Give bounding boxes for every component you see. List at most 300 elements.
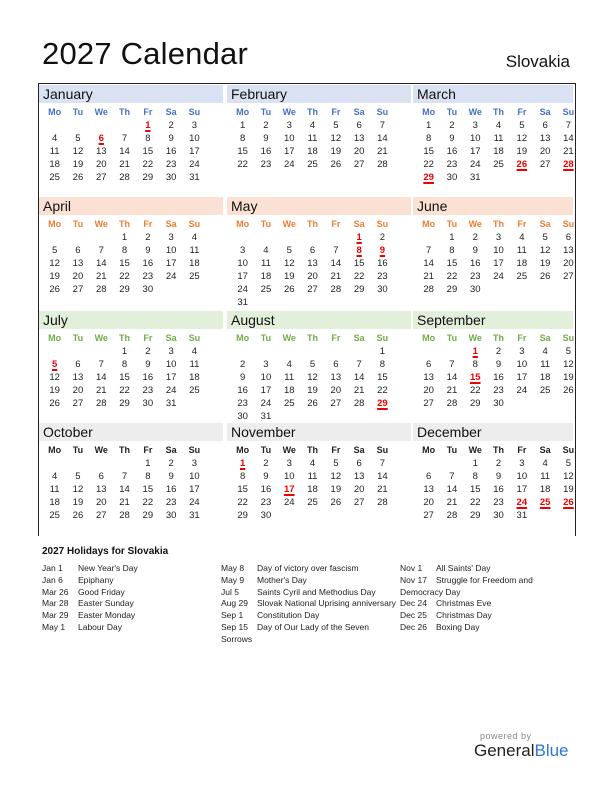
day-cell: 25 xyxy=(493,159,504,170)
day-cell: 19 xyxy=(539,258,551,269)
day-cell: 6 xyxy=(356,120,362,131)
day-cell: 13 xyxy=(353,133,365,144)
day-cell: 31 xyxy=(469,172,481,183)
day-cell: 4 xyxy=(309,458,316,469)
holiday-name: Day of victory over fascism xyxy=(257,563,359,573)
day-cell: 5 xyxy=(75,471,81,482)
day-cell: 16 xyxy=(142,372,154,383)
weekday-header xyxy=(413,331,573,345)
holiday-name: Slovak National Uprising anniversary xyxy=(257,598,396,609)
holiday-row xyxy=(221,575,397,587)
day-cell: 30 xyxy=(142,398,154,409)
holiday-date: Sep 1 xyxy=(221,610,244,621)
day-cell: 24 xyxy=(469,159,481,170)
weekday-label: Sa xyxy=(353,219,365,229)
weekday-label: Sa xyxy=(165,445,177,455)
holiday-row xyxy=(221,563,397,575)
weekday-label: Fr xyxy=(143,445,153,455)
day-cell: 14 xyxy=(119,484,130,495)
day-cell: 23 xyxy=(469,271,481,282)
weekday-header xyxy=(39,217,223,231)
day-cell: 26 xyxy=(330,159,342,170)
day-cell: 9 xyxy=(472,245,478,256)
day-cell: 31 xyxy=(516,510,528,521)
day-cell: 8 xyxy=(472,471,478,482)
day-cell: 28 xyxy=(119,510,130,521)
day-cell: 30 xyxy=(165,510,177,521)
day-cell: 21 xyxy=(446,385,458,396)
day-cell: 8 xyxy=(145,133,151,144)
day-cell: 8 xyxy=(145,471,151,482)
weekday-label: We xyxy=(94,445,108,455)
day-cell: 24 xyxy=(260,398,272,409)
weekday-label: Tu xyxy=(72,107,84,117)
month-title: October xyxy=(39,423,223,441)
day-cell: 20 xyxy=(353,146,365,157)
holiday-name: Labour Day xyxy=(78,621,122,632)
generalblue-logo[interactable] xyxy=(474,741,569,761)
day-cell: 1 xyxy=(426,120,432,131)
day-cell: 2 xyxy=(240,359,246,370)
day-cell: 4 xyxy=(542,458,548,469)
day-cell: 7 xyxy=(449,471,455,482)
day-cell: 29 xyxy=(119,284,130,295)
day-cell: 8 xyxy=(121,245,128,256)
holiday-day: 1 xyxy=(356,232,362,243)
day-cell: 12 xyxy=(563,471,574,482)
day-cell: 8 xyxy=(426,133,432,144)
holiday-date: Nov 1 xyxy=(400,563,423,573)
day-cell: 1 xyxy=(121,232,128,243)
holiday-day: 1 xyxy=(145,120,151,131)
month-title: June xyxy=(413,197,573,215)
empty-cell xyxy=(301,231,324,244)
day-cell: 11 xyxy=(49,484,60,495)
day-cell: 13 xyxy=(72,372,84,383)
empty-cell xyxy=(278,231,301,244)
day-cell: 17 xyxy=(165,258,177,269)
day-cell: 10 xyxy=(516,359,528,370)
day-cell: 15 xyxy=(237,484,248,495)
weekday-label: Mo xyxy=(48,333,62,343)
day-cell: 23 xyxy=(493,497,504,508)
day-cell: 10 xyxy=(516,471,528,482)
day-cell: 4 xyxy=(519,232,525,243)
day-cell: 18 xyxy=(49,159,60,170)
day-cell: 16 xyxy=(237,385,248,396)
day-cell: 9 xyxy=(168,133,174,144)
day-cell: 3 xyxy=(519,458,525,469)
day-cell: 27 xyxy=(72,398,84,409)
day-cell: 15 xyxy=(353,258,365,269)
holiday-row xyxy=(221,587,397,599)
day-cell: 24 xyxy=(237,284,248,295)
weekday-label: Su xyxy=(188,107,201,117)
day-cell: 21 xyxy=(95,271,107,282)
month-title: April xyxy=(39,197,223,215)
day-cell: 7 xyxy=(356,359,362,370)
day-grid xyxy=(227,231,411,309)
day-cell: 9 xyxy=(495,471,502,482)
day-cell: 23 xyxy=(260,497,272,508)
day-cell: 28 xyxy=(446,510,458,521)
day-cell: 30 xyxy=(493,510,504,521)
holiday-day: 29 xyxy=(423,172,434,183)
day-cell: 7 xyxy=(565,120,572,131)
day-cell: 30 xyxy=(237,411,248,422)
day-cell: 30 xyxy=(469,284,481,295)
empty-cell xyxy=(324,231,347,244)
day-cell: 30 xyxy=(142,284,154,295)
day-cell: 25 xyxy=(539,385,551,396)
day-cell: 24 xyxy=(165,271,177,282)
day-cell: 19 xyxy=(49,271,60,282)
day-cell: 29 xyxy=(237,510,248,521)
weekday-label: Mo xyxy=(422,219,436,229)
day-cell: 30 xyxy=(493,398,504,409)
weekday-label: Fr xyxy=(517,333,527,343)
month-april xyxy=(39,197,223,309)
day-cell: 10 xyxy=(189,133,200,144)
day-cell: 5 xyxy=(333,120,339,131)
day-cell: 12 xyxy=(539,245,551,256)
day-cell: 20 xyxy=(539,146,551,157)
day-cell: 27 xyxy=(539,159,551,170)
day-cell: 22 xyxy=(142,497,154,508)
day-cell: 18 xyxy=(49,497,60,508)
day-cell: 21 xyxy=(377,484,388,495)
day-cell: 31 xyxy=(237,297,248,308)
day-cell: 9 xyxy=(449,133,455,144)
day-cell: 9 xyxy=(263,471,269,482)
day-cell: 28 xyxy=(423,284,434,295)
day-cell: 13 xyxy=(563,245,574,256)
day-cell: 6 xyxy=(98,471,104,482)
day-cell: 7 xyxy=(121,133,128,144)
day-cell: 24 xyxy=(189,497,200,508)
month-december xyxy=(413,423,573,535)
holiday-row xyxy=(42,622,218,634)
day-cell: 20 xyxy=(353,484,365,495)
day-cell: 12 xyxy=(49,372,60,383)
day-cell: 25 xyxy=(49,172,60,183)
holidays-title: 2027 Holidays for Slovakia xyxy=(42,546,169,557)
day-cell: 28 xyxy=(377,497,388,508)
day-cell: 29 xyxy=(142,510,154,521)
day-cell: 21 xyxy=(353,385,365,396)
day-cell: 16 xyxy=(165,146,177,157)
weekday-label: We xyxy=(94,107,108,117)
day-cell: 26 xyxy=(307,398,318,409)
day-cell: 18 xyxy=(493,146,504,157)
day-cell: 29 xyxy=(142,172,154,183)
weekday-label: Sa xyxy=(353,107,365,117)
month-title: January xyxy=(39,85,223,103)
day-cell: 9 xyxy=(240,372,246,383)
weekday-label: Th xyxy=(307,333,319,343)
day-cell: 15 xyxy=(423,146,434,157)
holiday-date: May 1 xyxy=(42,621,66,632)
day-cell: 5 xyxy=(333,458,339,469)
day-grid xyxy=(39,119,223,184)
day-cell: 26 xyxy=(330,497,342,508)
weekday-label: Su xyxy=(562,333,575,343)
month-august xyxy=(227,311,411,423)
weekday-label: Su xyxy=(376,107,389,117)
holiday-row xyxy=(221,598,397,610)
day-cell: 8 xyxy=(121,359,128,370)
empty-cell xyxy=(66,119,89,132)
day-cell: 7 xyxy=(333,245,339,256)
day-cell: 10 xyxy=(260,372,272,383)
day-cell: 17 xyxy=(493,258,504,269)
day-cell: 13 xyxy=(72,258,84,269)
empty-cell xyxy=(254,231,277,244)
month-title: September xyxy=(413,311,573,329)
day-cell: 19 xyxy=(330,146,342,157)
weekday-label: Fr xyxy=(143,219,153,229)
weekday-label: Tu xyxy=(446,219,458,229)
holiday-column xyxy=(400,563,576,634)
day-cell: 28 xyxy=(95,284,107,295)
day-cell: 23 xyxy=(377,271,388,282)
day-cell: 16 xyxy=(142,258,154,269)
day-cell: 30 xyxy=(260,510,272,521)
weekday-label: Tu xyxy=(260,445,272,455)
holiday-name: Saints Cyril and Methodius Day xyxy=(257,586,376,597)
day-cell: 3 xyxy=(519,346,525,357)
day-cell: 11 xyxy=(49,146,60,157)
day-cell: 15 xyxy=(119,372,130,383)
holiday-day: 1 xyxy=(472,346,478,357)
holiday-date: Mar 28 xyxy=(42,598,69,609)
day-cell: 1 xyxy=(449,232,455,243)
weekday-label: Tu xyxy=(446,333,458,343)
day-cell: 23 xyxy=(165,497,177,508)
day-cell: 5 xyxy=(565,458,572,469)
day-cell: 7 xyxy=(426,245,432,256)
powered-by-label: powered by xyxy=(480,731,532,741)
day-cell: 26 xyxy=(72,172,84,183)
day-cell: 24 xyxy=(189,159,200,170)
day-cell: 2 xyxy=(495,346,502,357)
weekday-label: Tu xyxy=(72,445,84,455)
day-cell: 7 xyxy=(449,359,455,370)
day-cell: 24 xyxy=(165,385,177,396)
weekday-label: Su xyxy=(562,445,575,455)
day-cell: 10 xyxy=(469,133,481,144)
day-cell: 22 xyxy=(237,497,248,508)
empty-cell xyxy=(66,457,89,470)
day-cell: 18 xyxy=(283,385,295,396)
day-cell: 24 xyxy=(493,271,504,282)
day-cell: 12 xyxy=(307,372,318,383)
holiday-day: 6 xyxy=(98,133,104,144)
holiday-row xyxy=(42,587,218,599)
day-cell: 23 xyxy=(260,159,272,170)
day-cell: 17 xyxy=(237,271,248,282)
holiday-row xyxy=(400,598,576,610)
day-cell: 2 xyxy=(263,458,269,469)
weekday-label: Fr xyxy=(331,107,341,117)
weekday-label: Th xyxy=(119,219,131,229)
day-cell: 31 xyxy=(189,510,200,521)
day-cell: 29 xyxy=(353,284,365,295)
weekday-label: Tu xyxy=(72,219,84,229)
weekday-header xyxy=(227,331,411,345)
empty-cell xyxy=(43,345,66,358)
day-cell: 1 xyxy=(379,346,386,357)
holiday-day: 24 xyxy=(516,497,528,508)
day-cell: 27 xyxy=(353,159,365,170)
holiday-row xyxy=(42,598,218,610)
holiday-name: Boxing Day xyxy=(436,621,480,632)
day-cell: 13 xyxy=(353,471,365,482)
day-cell: 22 xyxy=(423,159,434,170)
weekday-label: Th xyxy=(119,107,131,117)
day-cell: 18 xyxy=(539,372,551,383)
day-cell: 21 xyxy=(423,271,434,282)
month-november xyxy=(227,423,411,535)
day-cell: 6 xyxy=(75,359,81,370)
day-cell: 2 xyxy=(145,232,151,243)
empty-cell xyxy=(90,119,113,132)
day-cell: 2 xyxy=(145,346,151,357)
weekday-label: Su xyxy=(562,107,575,117)
holiday-day: 5 xyxy=(52,359,58,370)
day-cell: 20 xyxy=(563,258,574,269)
day-cell: 27 xyxy=(423,398,434,409)
weekday-label: Th xyxy=(493,445,505,455)
weekday-label: Fr xyxy=(517,445,527,455)
weekday-label: Mo xyxy=(422,107,436,117)
day-cell: 28 xyxy=(353,398,365,409)
weekday-header xyxy=(413,443,573,457)
day-cell: 29 xyxy=(119,398,130,409)
holiday-name: Struggle for Freedom and Democracy Day xyxy=(400,574,533,597)
day-cell: 17 xyxy=(516,484,528,495)
holiday-row xyxy=(42,563,218,575)
day-cell: 16 xyxy=(377,258,388,269)
holiday-row xyxy=(221,610,397,622)
day-grid xyxy=(413,231,573,296)
day-cell: 19 xyxy=(72,159,84,170)
day-cell: 28 xyxy=(446,398,458,409)
weekday-header xyxy=(39,105,223,119)
day-cell: 4 xyxy=(191,346,198,357)
day-grid xyxy=(227,345,411,423)
holiday-name: New Year's Day xyxy=(78,563,138,573)
day-cell: 25 xyxy=(307,497,318,508)
day-cell: 20 xyxy=(423,497,434,508)
weekday-label: We xyxy=(282,445,296,455)
day-cell: 12 xyxy=(330,133,342,144)
day-cell: 17 xyxy=(165,372,177,383)
holiday-date: Sep 15 xyxy=(221,621,248,632)
day-cell: 3 xyxy=(495,232,502,243)
day-cell: 25 xyxy=(516,271,528,282)
day-cell: 7 xyxy=(121,471,128,482)
day-cell: 3 xyxy=(191,120,198,131)
day-cell: 15 xyxy=(142,484,154,495)
weekday-label: Fr xyxy=(331,333,341,343)
weekday-label: Fr xyxy=(331,219,341,229)
day-cell: 16 xyxy=(493,372,504,383)
month-june xyxy=(413,197,573,309)
empty-cell xyxy=(324,345,347,358)
weekday-label: Th xyxy=(493,333,505,343)
month-october xyxy=(39,423,223,535)
day-cell: 19 xyxy=(49,385,60,396)
day-cell: 20 xyxy=(330,385,342,396)
month-september xyxy=(413,311,573,423)
day-cell: 9 xyxy=(145,359,151,370)
day-cell: 30 xyxy=(446,172,458,183)
weekday-label: Su xyxy=(562,219,575,229)
day-grid xyxy=(39,345,223,410)
holiday-name: Epiphany xyxy=(78,574,114,585)
weekday-label: Th xyxy=(493,107,505,117)
day-cell: 4 xyxy=(309,120,316,131)
holiday-row xyxy=(400,610,576,622)
empty-cell xyxy=(417,345,440,358)
day-cell: 11 xyxy=(261,258,271,269)
day-cell: 11 xyxy=(189,245,200,256)
month-july xyxy=(39,311,223,423)
day-cell: 25 xyxy=(189,385,200,396)
weekday-label: We xyxy=(282,333,296,343)
weekday-label: Tu xyxy=(260,219,272,229)
day-cell: 29 xyxy=(469,398,481,409)
day-cell: 2 xyxy=(168,458,174,469)
holiday-name: Christmas Eve xyxy=(436,598,492,609)
holiday-name: Constitution Day xyxy=(257,610,320,621)
day-cell: 7 xyxy=(98,245,104,256)
month-january xyxy=(39,85,223,197)
day-cell: 27 xyxy=(307,284,318,295)
day-cell: 25 xyxy=(283,398,295,409)
day-cell: 4 xyxy=(191,232,198,243)
day-cell: 11 xyxy=(307,133,318,144)
day-cell: 30 xyxy=(377,284,388,295)
day-cell: 4 xyxy=(286,359,292,370)
day-cell: 11 xyxy=(540,471,551,482)
day-cell: 23 xyxy=(237,398,248,409)
day-cell: 15 xyxy=(446,258,458,269)
day-grid xyxy=(39,231,223,296)
empty-cell xyxy=(90,345,113,358)
holiday-name: Easter Monday xyxy=(78,610,136,621)
weekday-label: Th xyxy=(119,333,131,343)
weekday-label: Sa xyxy=(353,445,365,455)
day-cell: 2 xyxy=(263,120,269,131)
day-cell: 12 xyxy=(330,471,342,482)
day-cell: 14 xyxy=(446,484,458,495)
day-cell: 5 xyxy=(565,346,572,357)
weekday-label: We xyxy=(94,219,108,229)
day-cell: 21 xyxy=(119,159,130,170)
empty-cell xyxy=(254,345,277,358)
holiday-name: All Saints' Day xyxy=(436,563,491,573)
day-cell: 2 xyxy=(472,232,478,243)
empty-cell xyxy=(440,345,463,358)
month-title: December xyxy=(413,423,573,441)
day-cell: 30 xyxy=(165,172,177,183)
weekday-label: Mo xyxy=(48,219,62,229)
brand-general: General xyxy=(474,741,535,760)
weekday-header xyxy=(227,217,411,231)
empty-cell xyxy=(113,457,136,470)
